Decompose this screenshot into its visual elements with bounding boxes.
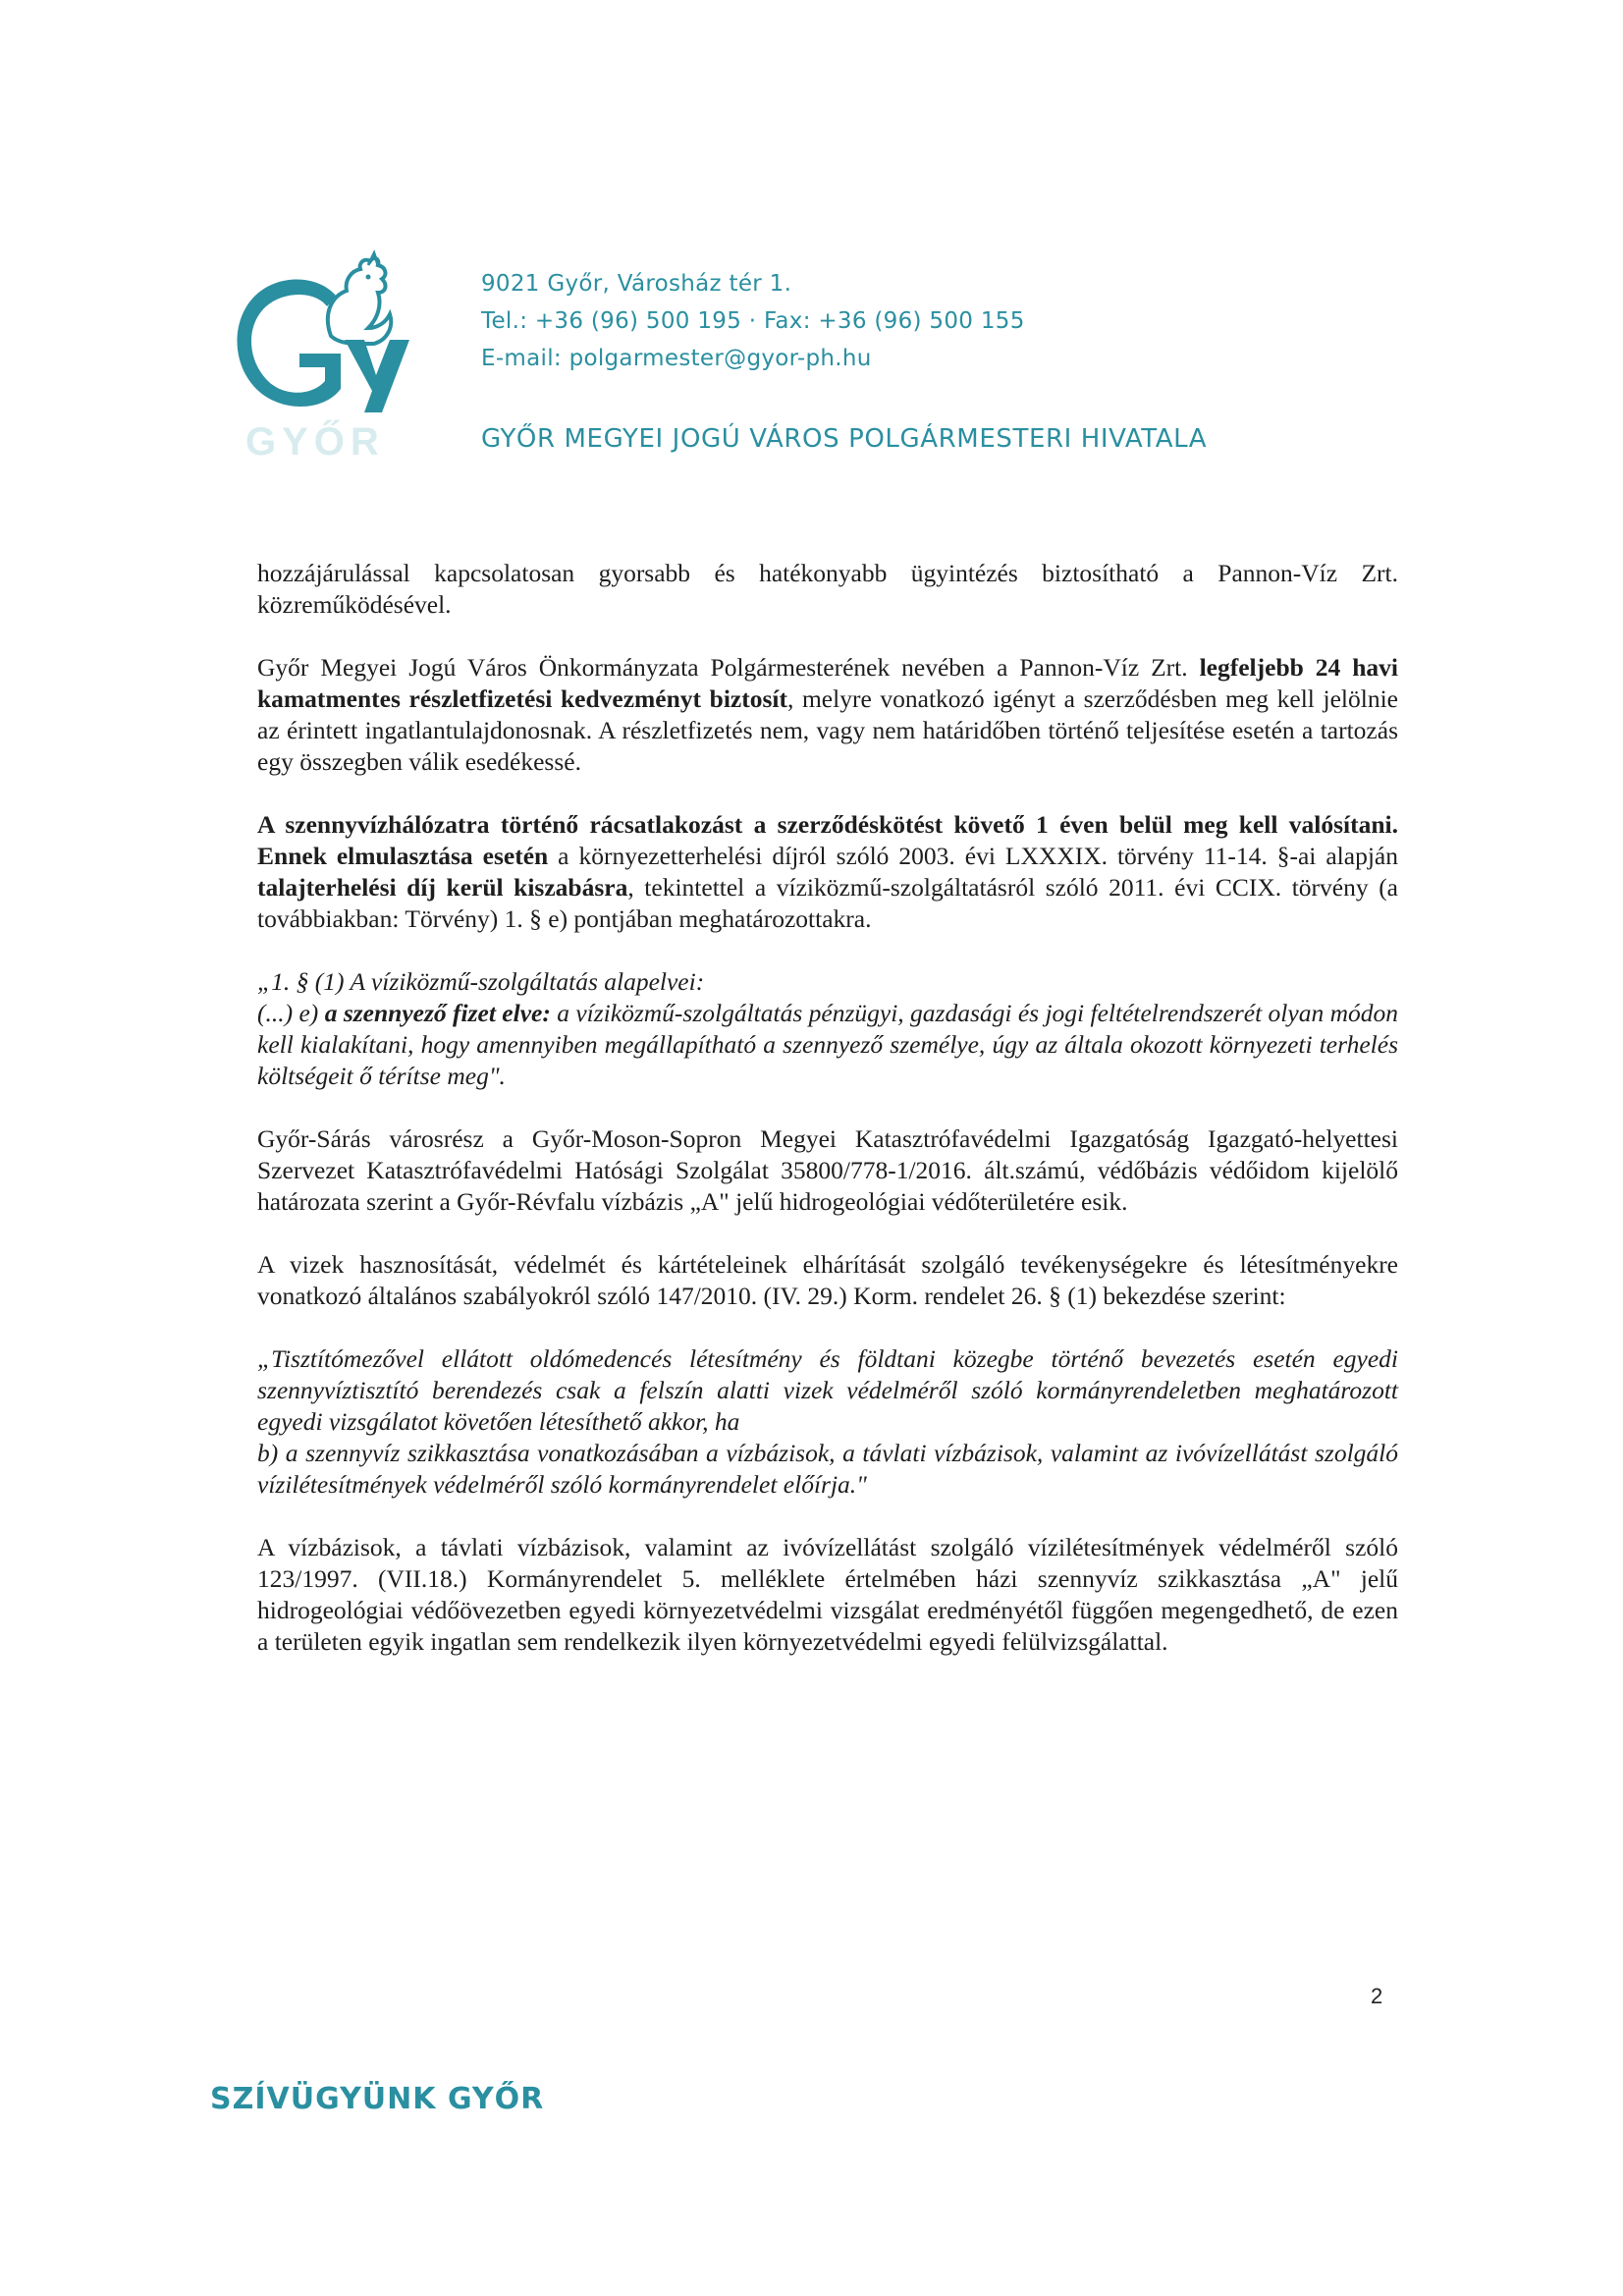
- paragraph-3: [257, 809, 1398, 935]
- text-run: , tekintettel a víziközmű-szolgáltatásról szóló 2011. évi CCIX. törvény (a továbbiakban: Törvény) 1. § e) pontjában meghatározottakra.: [257, 873, 1398, 933]
- paragraph-5: A vizek hasznosítását, védelmét és kártételeinek elhárítását szolgáló tevékenységekre és létesítményekre vonatkozó általános szabályokról szóló 147/2010. (IV. 29.) Korm. rendelet 26. § (1) bekezdése szerint:: [257, 1250, 1398, 1310]
- bold-run: legfeljebb 24 havi kamatmentes részletfizetési kedvezményt biztosít: [257, 653, 1398, 713]
- contact-block: [481, 265, 1025, 377]
- quote-line: b) a szennyvíz szikkasztása vonatkozásában a vízbázisok, a távlati vízbázisok, valamint az ivóvízellátást szolgáló vízilétesítmények védelméről szóló kormányrendelet előírja.": [257, 1439, 1398, 1499]
- quote-line: „Tisztítómezővel ellátott oldómedencés létesítmény és földtani közegbe történő bevezetés esetén egyedi szennyvíztisztító berendezés csak a felszín alatti vizek védelméről szóló kormányrendeletben meghatározott egyedi vizsgálatot követően létesíthető akkor, ha: [257, 1344, 1398, 1436]
- phone-fax: Tel.: +36 (96) 500 195 · Fax: +36 (96) 500 155: [481, 308, 1025, 334]
- office-name: GYŐR MEGYEI JOGÚ VÁROS POLGÁRMESTERI HIVATALA: [481, 424, 1208, 454]
- email: E-mail: polgarmester@gyor-ph.hu: [481, 346, 872, 371]
- gyor-rooster-logo-icon: [221, 246, 417, 432]
- page-number: 2: [1371, 1984, 1383, 2008]
- bold-run: A szennyvízhálózatra történő rácsatlakozást a szerződéskötést követő 1 éven belül meg kell valósítani. Ennek elmulasztása esetén: [257, 810, 1398, 870]
- letter-body: [257, 558, 1398, 1689]
- letterhead: [0, 0, 1623, 471]
- quote-2: [257, 1343, 1398, 1501]
- paragraph-6: A vízbázisok, a távlati vízbázisok, valamint az ivóvízellátást szolgáló vízilétesítmények védelméről szóló 123/1997. (VII.18.) Kormányrendelet 5. melléklete értelmében házi szennyvíz szikkasztása „A" jelű hidrogeológiai védőövezetben egyedi környezetvédelmi vizsgálat eredményétől függően megengedhető, de ezen a területen egyik ingatlan sem rendelkezik ilyen környezetvédelmi egyedi felülvizsgálattal.: [257, 1533, 1398, 1656]
- address: 9021 Győr, Városház tér 1.: [481, 271, 792, 297]
- text-run: , melyre vonatkozó igényt a szerződésben meg kell jelölnie az érintett ingatlantulajdonosnak. A részletfizetés nem, vagy nem határidőben történő teljesítése esetén a tartozás egy összegben válik esedékessé.: [257, 684, 1398, 776]
- paragraph-2: [257, 652, 1398, 778]
- footer-slogan: SZÍVÜGYÜNK GYŐR: [210, 2082, 545, 2116]
- bold-run: talajterhelési díj kerül kiszabásra: [257, 873, 628, 902]
- quote-1: [257, 966, 1398, 1092]
- bold-run: a szennyező fizet elve:: [324, 999, 551, 1027]
- text-run: a környezetterhelési díjról szóló 2003. évi LXXXIX. törvény 11-14. §-ai alapján: [548, 842, 1398, 870]
- text-run: Győr Megyei Jogú Város Önkormányzata Polgármesterének nevében a Pannon-Víz Zrt.: [257, 653, 1200, 682]
- text-run: (...) e): [257, 999, 325, 1027]
- paragraph-4: Győr-Sárás városrész a Győr-Moson-Sopron Megyei Katasztrófavédelmi Igazgatóság Igazgató-helyettesi Szervezet Katasztrófavédelmi Hatósági Szolgálat 35800/778-1/2016. ált.számú, védőbázis védőidom kijelölő határozata szerint a Győr-Révfalu vízbázis „A" jelű hidrogeológiai védőterületére esik.: [257, 1124, 1398, 1216]
- quote-line: „1. § (1) A víziközmű-szolgáltatás alapelvei:: [257, 967, 705, 996]
- logo-word: GYŐR: [245, 420, 385, 464]
- text-run: a víziközmű-szolgáltatás pénzügyi, gazdasági és jogi feltételrendszerét olyan módon kell kialakítani, hogy amennyiben megállapítható a szennyező személye, úgy az általa okozott környezeti terhelés költségeit ő térítse meg".: [257, 999, 1399, 1090]
- paragraph-1: hozzájárulással kapcsolatosan gyorsabb és hatékonyabb ügyintézés biztosítható a Pannon-Víz Zrt. közreműködésével.: [257, 559, 1398, 619]
